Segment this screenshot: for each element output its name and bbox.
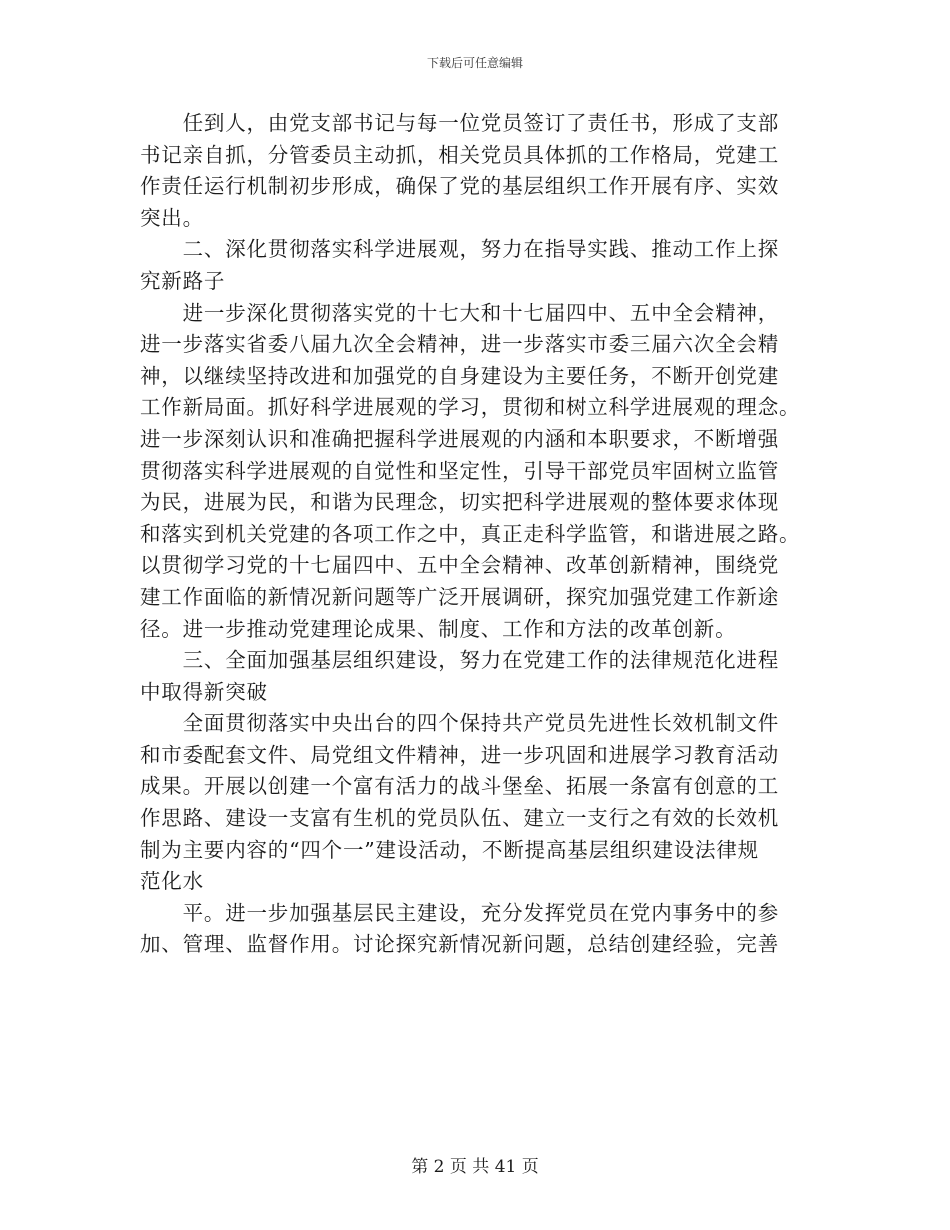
text-line: 加、管理、监督作用。讨论探究新情况新问题，总结创建经验，完善	[140, 932, 779, 957]
text-line: 成果。开展以创建一个富有活力的战斗堡垒、拓展一条富有创意的工	[140, 774, 779, 799]
text-line: 进一步深刻认识和准确把握科学进展观的内涵和本职要求，不断增强	[140, 426, 779, 451]
text-line: 建工作面临的新情况新问题等广泛开展调研，探究加强党建工作新途	[140, 584, 779, 609]
text-line: 神，以继续坚持改进和加强党的自身建设为主要任务，不断开创党建	[140, 363, 779, 388]
text-line: 中取得新突破	[140, 679, 268, 704]
text-line: 和市委配套文件、局党组文件精神，进一步巩固和进展学习教育活动	[140, 742, 779, 767]
text-line: 究新路子	[140, 268, 226, 293]
text-line: 三、全面加强基层组织建设，努力在党建工作的法律规范化进程	[140, 648, 779, 673]
text-line: 径。进一步推动党建理论成果、制度、工作和方法的改革创新。	[140, 616, 737, 641]
text-line: 进一步深化贯彻落实党的十七大和十七届四中、五中全会精神，	[140, 300, 779, 325]
text-line: 为民，进展为民，和谐为民理念，切实把科学进展观的整体要求体现	[140, 490, 779, 515]
text-line: 作责任运行机制初步形成，确保了党的基层组织工作开展有序、实效	[140, 174, 779, 199]
text-line: 范化水	[140, 869, 204, 894]
text-line: 全面贯彻落实中央出台的四个保持共产党员先进性长效机制文件	[140, 711, 779, 736]
page-header: 下载后可任意编辑	[426, 56, 523, 70]
text-line: 突出。	[140, 205, 204, 230]
text-line: 以贯彻学习党的十七届四中、五中全会精神、改革创新精神，围绕党	[140, 553, 779, 578]
document-body	[140, 108, 810, 961]
text-line: 和落实到机关党建的各项工作之中，真正走科学监管，和谐进展之路。	[140, 521, 801, 546]
text-line: 贯彻落实科学进展观的自觉性和坚定性，引导干部党员牢固树立监管	[140, 458, 779, 483]
text-line: 作思路、建设一支富有生机的党员队伍、建立一支行之有效的长效机	[140, 806, 779, 831]
text-line: 二、深化贯彻落实科学进展观，努力在指导实践、推动工作上探	[140, 237, 779, 262]
text-line: 工作新局面。抓好科学进展观的学习，贯彻和树立科学进展观的理念。	[140, 395, 801, 420]
text-line: 书记亲自抓，分管委员主动抓，相关党员具体抓的工作格局，党建工	[140, 142, 779, 167]
page-footer: 第 2 页 共 41 页	[411, 1157, 539, 1177]
text-line: 进一步落实省委八届九次全会精神，进一步落实市委三届六次全会精	[140, 332, 779, 357]
text-line: 平。进一步加强基层民主建设，充分发挥党员在党内事务中的参	[140, 900, 779, 925]
text-line: 制为主要内容的“四个一”建设活动，不断提高基层组织建设法律规	[140, 837, 759, 862]
text-line: 任到人，由党支部书记与每一位党员签订了责任书，形成了支部	[140, 111, 779, 135]
